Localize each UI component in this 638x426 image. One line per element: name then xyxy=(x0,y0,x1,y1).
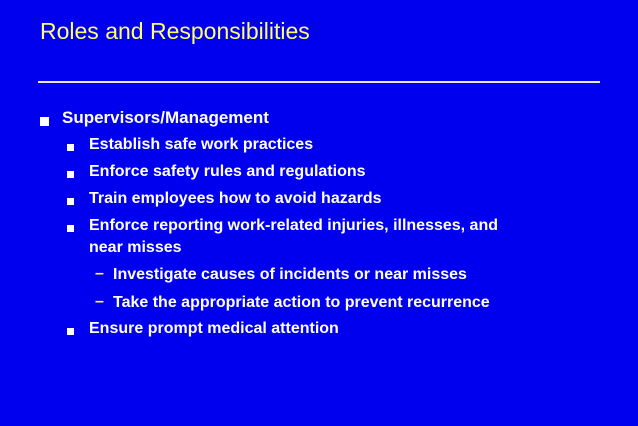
square-bullet-icon xyxy=(40,117,49,126)
bullet-train-employees: Train employees how to avoid hazards xyxy=(89,190,382,207)
square-bullet-icon xyxy=(67,171,74,178)
dash-marker: – xyxy=(95,265,104,282)
bullet-enforce-safety-rules: Enforce safety rules and regulations xyxy=(89,163,366,180)
square-bullet-icon xyxy=(67,198,74,205)
bullet-ensure-medical-attention: Ensure prompt medical attention xyxy=(89,320,339,337)
bullet-supervisors: Supervisors/Management xyxy=(62,108,269,127)
square-bullet-icon xyxy=(67,144,74,151)
bullet-enforce-reporting-continuation: near misses xyxy=(89,239,182,256)
bullet-establish-safe-practices: Establish safe work practices xyxy=(89,136,314,153)
bullet-investigate-causes: Investigate causes of incidents or near misses xyxy=(113,266,467,283)
bullet-take-action: Take the appropriate action to prevent recurrence xyxy=(113,294,490,311)
dash-marker: – xyxy=(95,293,104,310)
bullet-enforce-reporting: Enforce reporting work-related injuries, illnesses, and xyxy=(89,217,498,234)
square-bullet-icon xyxy=(67,225,74,232)
square-bullet-icon xyxy=(67,328,74,335)
slide-title: Roles and Responsibilities xyxy=(40,18,310,44)
